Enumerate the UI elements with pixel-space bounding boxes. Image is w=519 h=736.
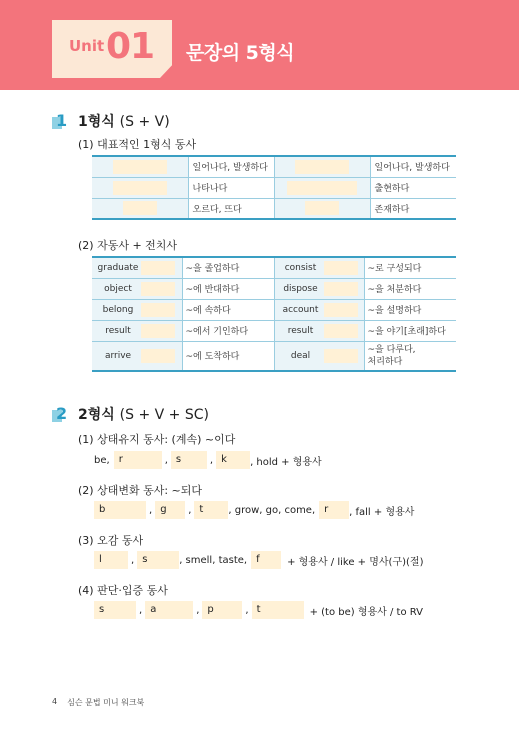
answer-blank[interactable]: k (216, 451, 250, 469)
section-1-heading (52, 111, 170, 131)
table-row: belong ~에 속하다 account ~을 설명하다 (92, 299, 456, 320)
section-1-formula: (S + V) (119, 114, 170, 130)
section-1-title: 1형식 (78, 114, 115, 130)
answer-blank[interactable]: l (94, 551, 128, 569)
answer-blank[interactable] (141, 303, 175, 317)
answer-blank[interactable]: s (171, 451, 207, 469)
section-2-sub-2-line: b , g , t , grow, go, come, r , fall + 형용사 (94, 501, 414, 519)
section-2-sub-2-heading: (2) 상태변화 동사: ~되다 (78, 484, 203, 497)
section-1-sub-2-heading: (2) 자동사 + 전치사 (78, 239, 178, 252)
page-footer (52, 697, 144, 708)
answer-blank[interactable] (123, 201, 157, 215)
answer-blank[interactable] (141, 282, 175, 296)
answer-blank[interactable] (287, 181, 357, 195)
answer-blank[interactable]: b (94, 501, 146, 519)
section-2-sub-4-heading: (4) 판단·입증 동사 (78, 584, 168, 597)
table-row: arrive ~에 도착하다 deal ~을 다루다, 처리하다 (92, 341, 456, 371)
answer-blank[interactable] (141, 261, 175, 275)
section-2-sub-3-heading: (3) 오감 동사 (78, 534, 144, 547)
section-2-title: 2형식 (78, 407, 115, 423)
answer-blank[interactable] (113, 181, 167, 195)
verb-table-2 (92, 256, 456, 372)
answer-blank[interactable]: r (114, 451, 162, 469)
verb-table-1 (92, 155, 456, 220)
section-2-sub-1-heading: (1) 상태유지 동사: (계속) ~이다 (78, 433, 236, 446)
answer-blank[interactable]: r (319, 501, 349, 519)
unit-label: Unit (69, 37, 105, 55)
answer-blank[interactable] (324, 349, 358, 363)
answer-blank[interactable]: g (155, 501, 185, 519)
book-title: 심슨 문법 미니 워크북 (67, 698, 145, 707)
answer-blank[interactable] (324, 282, 358, 296)
table-row: graduate ~을 졸업하다 consist ~로 구성되다 (92, 257, 456, 278)
page-title: 문장의 5형식 (186, 42, 295, 64)
answer-blank[interactable] (295, 160, 349, 174)
section-2-sub-1-line: be, r , s , k , hold + 형용사 (94, 451, 322, 469)
answer-blank[interactable]: s (94, 601, 136, 619)
answer-blank[interactable]: p (202, 601, 242, 619)
answer-blank[interactable]: s (137, 551, 179, 569)
answer-blank[interactable] (141, 349, 175, 363)
answer-blank[interactable] (113, 160, 167, 174)
answer-blank[interactable] (324, 261, 358, 275)
table-row: 오르다, 뜨다 존재하다 (92, 198, 456, 219)
answer-blank[interactable] (324, 303, 358, 317)
answer-blank[interactable] (141, 324, 175, 338)
section-1-sub-1-heading: (1) 대표적인 1형식 동사 (78, 138, 197, 151)
answer-blank[interactable]: t (194, 501, 228, 519)
section-2-sub-3-line: l , s , smell, taste, f + 형용사 / like + 명사(구)(절) (94, 551, 423, 569)
answer-blank[interactable] (324, 324, 358, 338)
table-row: 나타나다 출현하다 (92, 177, 456, 198)
answer-blank[interactable] (305, 201, 339, 215)
section-2-sub-4-line: s , a , p , t + (to be) 형용사 / to RV (94, 601, 423, 619)
answer-blank[interactable]: a (145, 601, 193, 619)
answer-blank[interactable]: f (251, 551, 281, 569)
page-number: 4 (52, 697, 58, 706)
unit-number: 01 (106, 26, 155, 67)
section-2-heading (52, 404, 209, 424)
section-2-badge: 2 (52, 406, 72, 422)
table-row: object ~에 반대하다 dispose ~을 처분하다 (92, 278, 456, 299)
section-1-badge: 1 (52, 113, 72, 129)
answer-blank[interactable]: t (252, 601, 304, 619)
table-row: 일어나다, 발생하다 일어나다, 발생하다 (92, 156, 456, 177)
section-2-formula: (S + V + SC) (119, 407, 209, 423)
table-row: result ~에서 기인하다 result ~을 야기[초래]하다 (92, 320, 456, 341)
